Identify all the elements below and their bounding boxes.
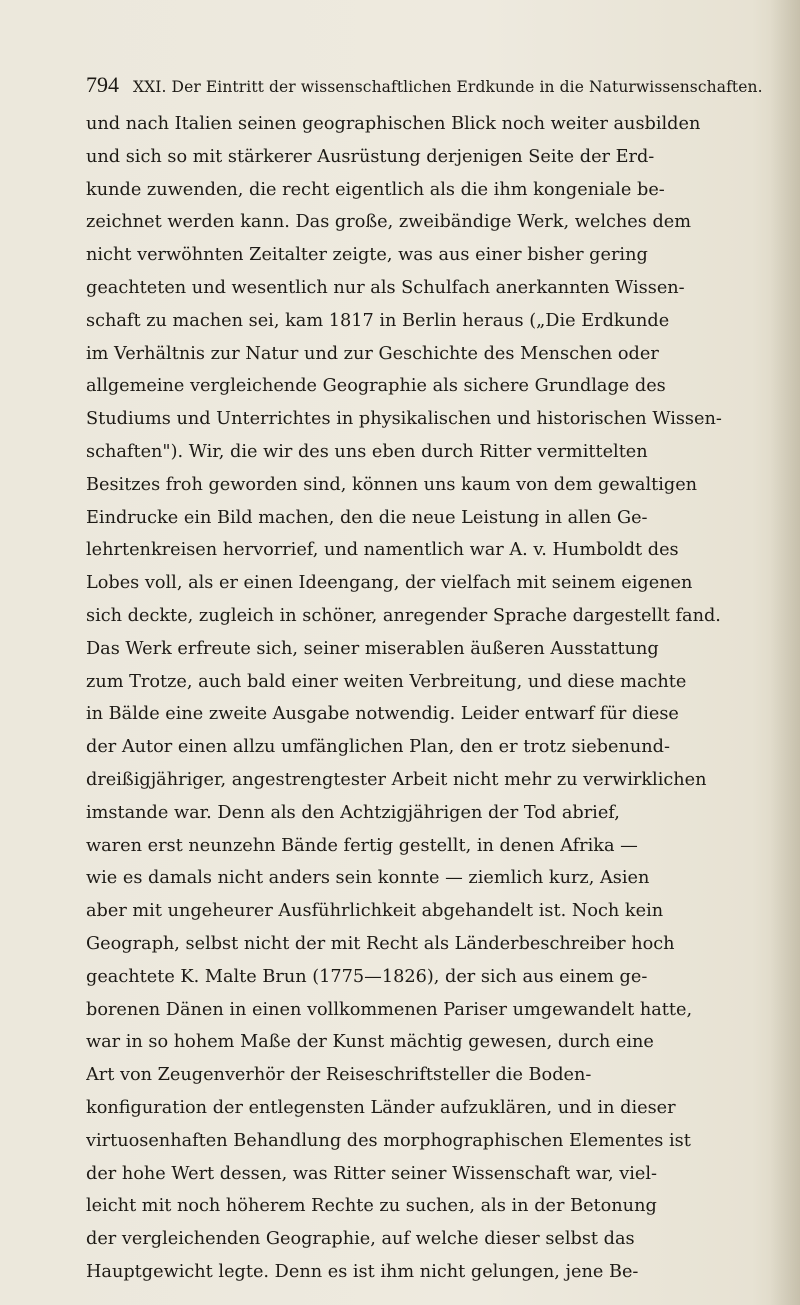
- text-line: nicht verwöhnten Zeitalter zeigte, was aus einer bisher gering: [86, 245, 648, 266]
- text-line: der hohe Wert dessen, was Ritter seiner Wissenschaft war, viel-: [86, 1163, 658, 1184]
- text-line: virtuosenhaften Behandlung des morphographischen Elementes ist: [86, 1130, 691, 1151]
- text-line: dreißigjähriger, angestrengtester Arbeit nicht mehr zu verwirklichen: [86, 769, 707, 790]
- text-line: war in so hohem Maße der Kunst mächtig gewesen, durch eine: [86, 1032, 654, 1053]
- text-line: und nach Italien seinen geographischen Blick noch weiter ausbilden: [86, 114, 701, 134]
- running-head: XXI. Der Eintritt der wissenschaftlichen Erdkunde in die Naturwissenschaften.: [133, 78, 763, 96]
- text-line: allgemeine vergleichende Geographie als sichere Grundlage des: [86, 376, 666, 397]
- text-line: im Verhältnis zur Natur und zur Geschichte des Menschen oder: [86, 343, 659, 364]
- text-line: leicht mit noch höherem Rechte zu suchen, als in der Betonung: [86, 1196, 657, 1217]
- text-line: waren erst neunzehn Bände fertig gestellt, in denen Afrika —: [86, 835, 638, 856]
- text-line: Art von Zeugenverhör der Reiseschriftsteller die Boden-: [86, 1065, 592, 1086]
- text-line: kunde zuwenden, die recht eigentlich als die ihm kongeniale be-: [86, 179, 665, 200]
- text-line: Hauptgewicht legte. Denn es ist ihm nicht gelungen, jene Be-: [86, 1261, 639, 1282]
- text-line: zeichnet werden kann. Das große, zweibändige Werk, welches dem: [86, 212, 692, 233]
- page-number: 794: [86, 72, 119, 97]
- text-line: der vergleichenden Geographie, auf welche dieser selbst das: [86, 1229, 635, 1250]
- text-line: geachtete K. Malte Brun (1775—1826), der sich aus einem ge-: [86, 966, 648, 987]
- page-header: [86, 72, 763, 98]
- text-line: schaften"). Wir, die wir des uns eben durch Ritter vermittelten: [86, 441, 648, 462]
- text-line: Lobes voll, als er einen Ideengang, der vielfach mit seinem eigenen: [86, 573, 693, 594]
- text-line: der Autor einen allzu umfänglichen Plan, den er trotz siebenund-: [86, 737, 670, 758]
- text-line: und sich so mit stärkerer Ausrüstung derjenigen Seite der Erd-: [86, 146, 655, 167]
- text-line: konfiguration der entlegensten Länder aufzuklären, und in dieser: [86, 1097, 676, 1118]
- text-line: Besitzes froh geworden sind, können uns kaum von dem gewaltigen: [86, 474, 698, 495]
- text-line: Das Werk erfreute sich, seiner miserablen äußeren Ausstattung: [86, 638, 659, 659]
- text-line: Eindrucke ein Bild machen, den die neue Leistung in allen Ge-: [86, 507, 648, 528]
- text-line: schaft zu machen sei, kam 1817 in Berlin heraus („Die Erdkunde: [86, 310, 670, 331]
- text-line: in Bälde eine zweite Ausgabe notwendig. Leider entwarf für diese: [86, 704, 679, 725]
- text-line: zum Trotze, auch bald einer weiten Verbreitung, und diese machte: [86, 671, 687, 692]
- text-line: borenen Dänen in einen vollkommenen Pariser umgewandelt hatte,: [86, 999, 693, 1020]
- text-line: Studiums und Unterrichtes in physikalischen und historischen Wissen-: [86, 409, 722, 430]
- text-line: Geograph, selbst nicht der mit Recht als Länderbeschreiber hoch: [86, 933, 675, 954]
- text-line: aber mit ungeheurer Ausführlichkeit abgehandelt ist. Noch kein: [86, 901, 664, 922]
- text-line: imstande war. Denn als den Achtzigjährigen der Tod abrief,: [86, 802, 620, 823]
- body-text: [86, 108, 734, 1289]
- text-line: lehrtenkreisen hervorrief, und namentlich war A. v. Humboldt des: [86, 540, 679, 561]
- text-line: wie es damals nicht anders sein konnte — ziemlich kurz, Asien: [86, 868, 650, 889]
- text-line: geachteten und wesentlich nur als Schulfach anerkannten Wissen-: [86, 277, 685, 298]
- text-line: sich deckte, zugleich in schöner, anregender Sprache dargestellt fand.: [86, 605, 721, 626]
- page-edge-shadow: [770, 0, 800, 1305]
